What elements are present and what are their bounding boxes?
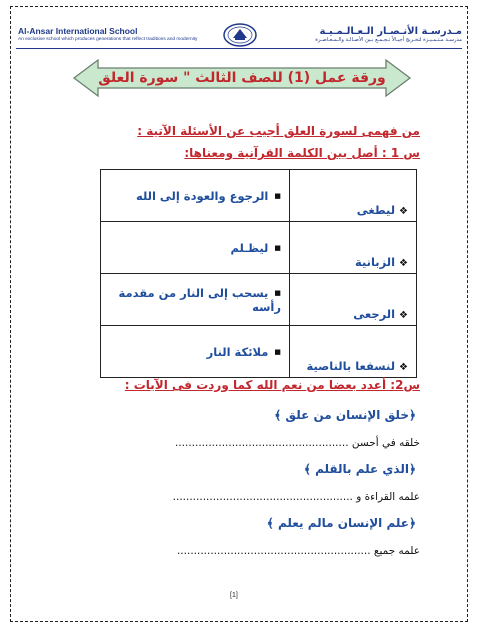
meaning-text: الرجوع والعودة إلى الله — [135, 188, 269, 203]
meaning-text: ليظـلم — [230, 240, 269, 255]
diamond-bullet-icon: ❖ — [399, 258, 408, 269]
meaning-text: يسحب إلى النار من مقدمة رأسه — [118, 285, 281, 314]
answer-blank-3[interactable]: علمه جميع .......................................................... — [176, 545, 420, 557]
header-english — [18, 26, 228, 42]
verse-3: ﴿علم الإنسان مالم يعلم ﴾ — [266, 516, 416, 530]
tagline-en: An exclusive school which produces generations that reflect traditions and modernity — [18, 37, 198, 42]
quran-word-cell — [290, 274, 417, 326]
table-row — [101, 170, 417, 222]
diamond-bullet-icon: ❖ — [399, 362, 408, 373]
quran-word-cell — [290, 170, 417, 222]
quran-word-cell — [290, 326, 417, 378]
school-name-ar: مـدرسـة الأنـصـار الـعـالـمـيـة — [319, 26, 462, 37]
school-name-en: Al-Ansar International School — [18, 26, 138, 36]
header-divider — [16, 48, 462, 49]
quran-word: الرجعى — [353, 307, 396, 321]
meaning-cell — [101, 222, 290, 274]
meaning-cell — [101, 274, 290, 326]
quran-word: الزبانية — [354, 255, 396, 269]
quran-word: لنسفعا بالناصية — [306, 359, 396, 373]
diamond-bullet-icon: ❖ — [399, 310, 408, 321]
header-arabic — [252, 26, 462, 43]
quran-word: ليطغى — [356, 203, 396, 217]
diamond-bullet-icon: ❖ — [399, 206, 408, 217]
table-row — [101, 274, 417, 326]
worksheet-title: ورقة عمل (1) للصف الثالث " سورة العلق — [98, 70, 386, 86]
table-row — [101, 222, 417, 274]
square-bullet-icon: ■ — [274, 288, 281, 297]
page-number: [1] — [230, 592, 238, 599]
quran-word-cell — [290, 222, 417, 274]
verse-1: ﴿خلق الإنسان من علق ﴾ — [274, 408, 416, 422]
meaning-text: ملائكة النار — [206, 344, 269, 359]
answer-blank-1[interactable]: خلقه في أحسن .................................................... — [174, 437, 420, 449]
answer-blank-2[interactable]: علمه القراءة و ...................................................... — [172, 491, 420, 503]
square-bullet-icon: ■ — [274, 191, 281, 200]
square-bullet-icon: ■ — [274, 347, 281, 356]
square-bullet-icon: ■ — [274, 243, 281, 252]
meaning-cell — [101, 326, 290, 378]
meaning-cell — [101, 170, 290, 222]
question-1-label: س 1 : أصل بين الكلمة القرآنية ومعناها: — [184, 146, 420, 160]
question-2-label: س2: أعدد بعضا من نعم الله كما وردت فى الآيات : — [124, 378, 420, 392]
matching-table — [100, 169, 417, 378]
verse-2: ﴿الذي علم بالقلم ﴾ — [303, 462, 416, 476]
tagline-ar: مدرسـة مـتـمـيـزة لتخـريج أجيـالاً تـجـمـع بـين الأصـالـة والـمـعـاصـرة — [315, 37, 462, 43]
worksheet-banner — [72, 58, 412, 98]
table-row — [101, 326, 417, 378]
intro-instruction: من فهمى لسورة العلق أجيب عن الأسئلة الآتية : — [137, 124, 420, 138]
